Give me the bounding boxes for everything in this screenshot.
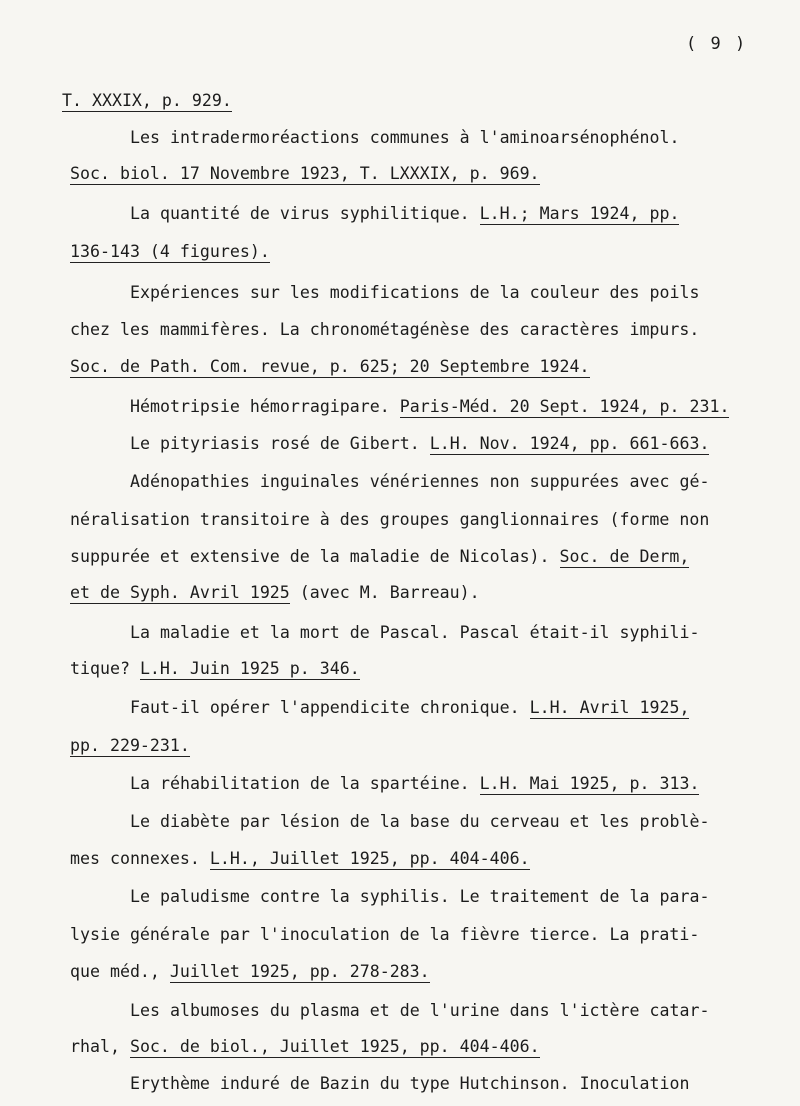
line-text: Erythème induré de Bazin du type Hutchinson. Inoculation: [130, 1074, 690, 1093]
bibliography-line: [130, 697, 689, 719]
bibliography-line: [130, 811, 709, 833]
line-text: Hémotripsie hémorragipare.: [130, 397, 400, 416]
bibliography-line: [70, 163, 540, 185]
bibliography-line: [70, 582, 480, 604]
bibliography-line: [70, 658, 360, 680]
line-text: Les intradermoréactions communes à l'aminoarsénophénol.: [130, 128, 680, 147]
underlined-citation: Juillet 1925, pp. 278-283.: [169, 962, 430, 981]
bibliography-line: [130, 773, 699, 795]
underlined-citation: L.H., Juillet 1925, pp. 404-406.: [209, 849, 530, 868]
bibliography-line: [70, 924, 699, 946]
line-text: La quantité de virus syphilitique.: [130, 204, 480, 223]
line-text: rhal,: [70, 1037, 130, 1056]
underlined-citation: L.H.; Mars 1924, pp.: [479, 204, 680, 223]
underlined-citation: et de Syph. Avril 1925: [70, 583, 290, 602]
bibliography-line: [130, 433, 709, 455]
underlined-citation: Soc. biol. 17 Novembre 1923, T. LXXXIX, p. 969.: [70, 164, 540, 183]
bibliography-line: [130, 396, 729, 418]
line-text: Le diabète par lésion de la base du cerveau et les problè-: [130, 812, 710, 831]
line-text: Adénopathies inguinales vénériennes non suppurées avec gé-: [130, 472, 710, 491]
bibliography-line: [70, 735, 190, 757]
bibliography-line: [70, 509, 709, 531]
bibliography-line: [130, 1000, 709, 1022]
bibliography-line: [70, 546, 689, 568]
line-text: La réhabilitation de la spartéine.: [130, 774, 480, 793]
line-text: (avec M. Barreau).: [289, 583, 480, 602]
line-text: que méd.,: [70, 962, 170, 981]
line-text: Les albumoses du plasma et de l'urine dans l'ictère catar-: [130, 1001, 710, 1020]
underlined-citation: pp. 229-231.: [70, 736, 190, 755]
line-text: Expériences sur les modifications de la couleur des poils: [130, 283, 700, 302]
bibliography-line: [70, 319, 699, 341]
bibliography-line: [130, 886, 709, 908]
underlined-citation: L.H. Avril 1925,: [529, 698, 690, 717]
underlined-citation: Soc. de Derm,: [559, 547, 690, 566]
line-text: La maladie et la mort de Pascal. Pascal était-il syphili-: [130, 623, 700, 642]
underlined-citation: Paris-Méd. 20 Sept. 1924, p. 231.: [399, 397, 730, 416]
line-text: néralisation transitoire à des groupes ganglionnaires (forme non: [70, 510, 710, 529]
bibliography-line: [130, 127, 679, 149]
underlined-citation: L.H. Juin 1925 p. 346.: [139, 659, 360, 678]
bibliography-line: [70, 1036, 540, 1058]
underlined-citation: T. XXXIX, p. 929.: [62, 91, 232, 110]
underlined-citation: L.H. Nov. 1924, pp. 661-663.: [429, 434, 710, 453]
bibliography-line: [70, 848, 530, 870]
bibliography-line: [70, 961, 430, 983]
bibliography-line: [130, 203, 679, 225]
bibliography-line: [70, 241, 270, 263]
line-text: Le paludisme contre la syphilis. Le traitement de la para-: [130, 887, 710, 906]
bibliography-line: [62, 90, 232, 112]
bibliography-line: [130, 622, 699, 644]
line-text: Le pityriasis rosé de Gibert.: [130, 434, 430, 453]
line-text: lysie générale par l'inoculation de la fièvre tierce. La prati-: [70, 925, 700, 944]
bibliography-line: [130, 282, 699, 304]
bibliography-line: [70, 356, 590, 378]
line-text: mes connexes.: [70, 849, 210, 868]
underlined-citation: Soc. de Path. Com. revue, p. 625; 20 Septembre 1924.: [70, 357, 590, 376]
bibliography-line: [130, 1073, 689, 1095]
underlined-citation: L.H. Mai 1925, p. 313.: [479, 774, 700, 793]
page-number: ( 9 ): [686, 34, 748, 54]
bibliography-line: [130, 471, 709, 493]
line-text: tique?: [70, 659, 140, 678]
underlined-citation: 136-143 (4 figures).: [70, 242, 270, 261]
underlined-citation: Soc. de biol., Juillet 1925, pp. 404-406.: [129, 1037, 540, 1056]
line-text: chez les mammifères. La chronométagénèse des caractères impurs.: [70, 320, 700, 339]
line-text: suppurée et extensive de la maladie de Nicolas).: [70, 547, 560, 566]
line-text: Faut-il opérer l'appendicite chronique.: [130, 698, 530, 717]
